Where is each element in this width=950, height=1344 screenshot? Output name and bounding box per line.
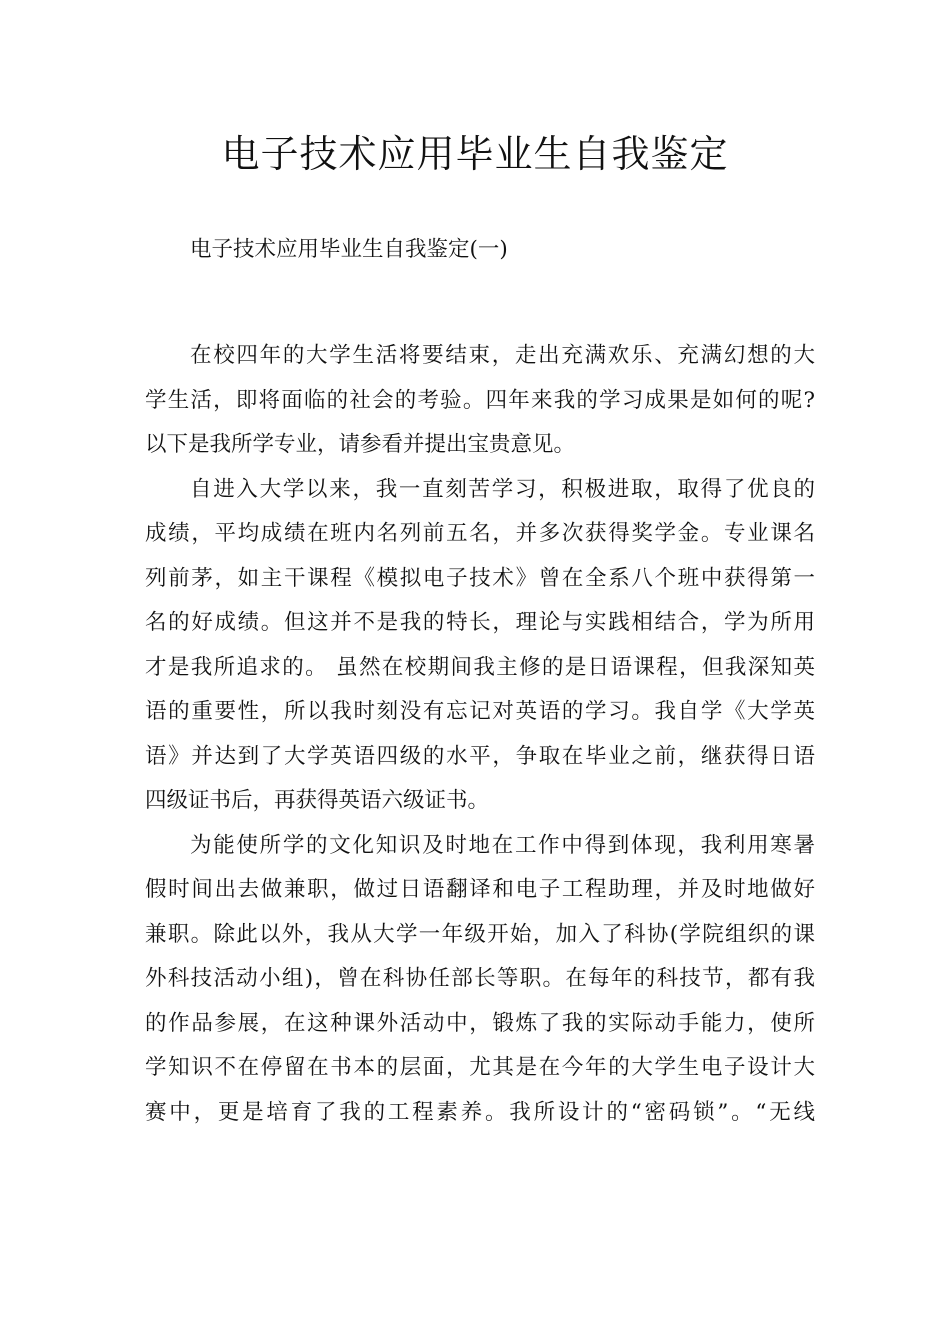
text-line: 四级证书后，再获得英语六级证书。	[145, 788, 490, 813]
document-body	[145, 334, 815, 1135]
text-line: 外科技活动小组)，曾在科协任部长等职。在每年的科技节，都有我	[145, 966, 815, 991]
text-line: 自进入大学以来，我一直刻苦学习，积极进取，取得了优良的	[190, 476, 815, 502]
document-subtitle: 电子技术应用毕业生自我鉴定(一)	[190, 237, 508, 262]
text-line: 语》并达到了大学英语四级的水平，争取在毕业之前，继获得日语	[145, 743, 815, 769]
text-line: 兼职。除此以外，我从大学一年级开始，加入了科协(学院组织的课	[145, 921, 815, 947]
text-line: 才是我所追求的。 虽然在校期间我主修的是日语课程，但我深知英	[145, 654, 815, 680]
text-line: 学知识不在停留在书本的层面，尤其是在今年的大学生电子设计大	[145, 1055, 815, 1080]
paragraph-3	[145, 824, 815, 1136]
document-title: 电子技术应用毕业生自我鉴定	[221, 132, 729, 176]
text-line: 赛中，更是培育了我的工程素养。我所设计的“密码锁”。“无线	[145, 1099, 815, 1125]
text-line: 名的好成绩。但这并不是我的特长，理论与实践相结合，学为所用	[145, 610, 815, 635]
paragraph-2	[145, 468, 815, 824]
text-line: 以下是我所学专业，请参看并提出宝贵意见。	[145, 432, 576, 457]
text-line: 学生活，即将面临的社会的考验。四年来我的学习成果是如何的呢?	[145, 387, 815, 413]
text-line: 列前茅，如主干课程《模拟电子技术》曾在全系八个班中获得第一	[145, 565, 815, 591]
text-line: 假时间出去做兼职，做过日语翻译和电子工程助理，并及时地做好	[145, 877, 815, 902]
text-line: 在校四年的大学生活将要结束，走出充满欢乐、充满幻想的大	[190, 343, 815, 368]
text-line: 的作品参展，在这种课外活动中，锻炼了我的实际动手能力，使所	[145, 1010, 815, 1036]
text-line: 语的重要性，所以我时刻没有忘记对英语的学习。我自学《大学英	[145, 699, 815, 724]
text-line: 成绩，平均成绩在班内名列前五名，并多次获得奖学金。专业课名	[145, 521, 815, 546]
text-line: 为能使所学的文化知识及时地在工作中得到体现，我利用寒暑	[190, 832, 815, 858]
paragraph-1	[145, 334, 815, 468]
